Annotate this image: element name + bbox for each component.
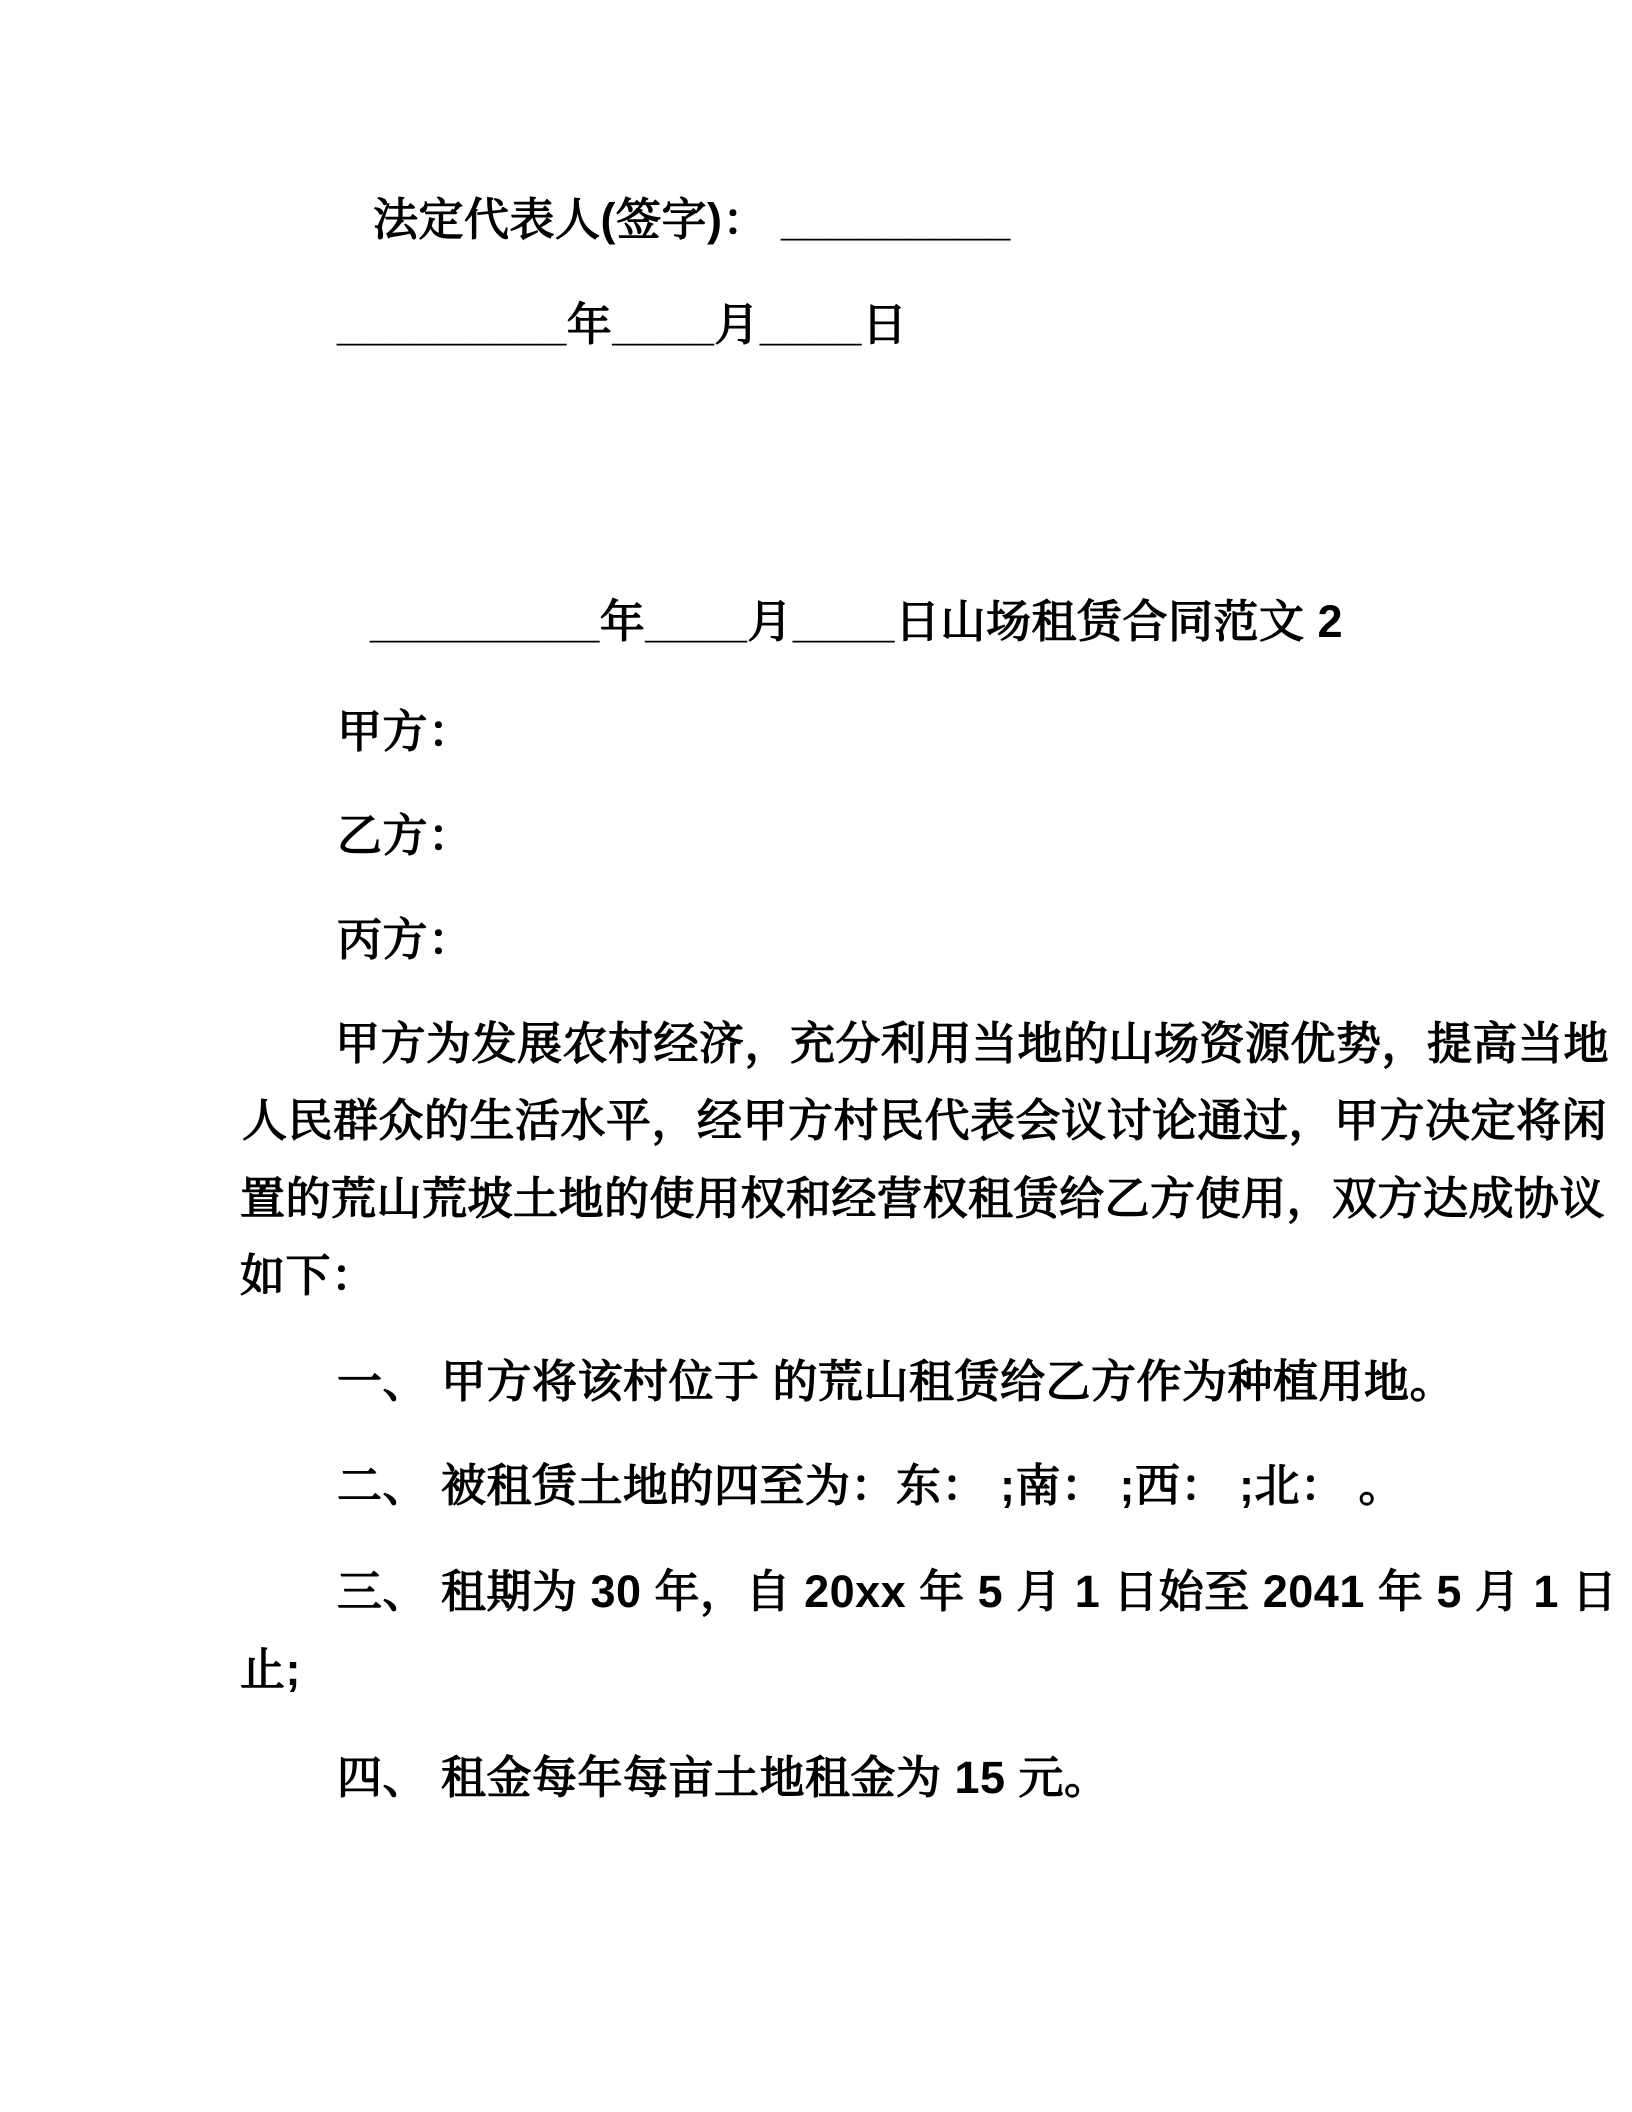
clause-3-line-1: 三、 租期为 30 年，自 20xx 年 5 月 1 日始至 2041 年 5 月 1 日 xyxy=(337,1566,1618,1617)
preamble-line-3: 置的荒山荒坡土地的使用权和经营权租赁给乙方使用，双方达成协议 xyxy=(240,1173,1606,1224)
legal-representative-signature-line: 法定代表人(签字)： _________ xyxy=(373,194,1011,245)
clause-1: 一、 甲方将该村位于 的荒山租赁给乙方作为种植用地。 xyxy=(337,1356,1456,1407)
preamble-line-2: 人民群众的生活水平，经甲方村民代表会议讨论通过，甲方决定将闲 xyxy=(242,1095,1608,1146)
party-c-label: 丙方： xyxy=(337,914,474,965)
clause-4: 四、 租金每年每亩土地租金为 15 元。 xyxy=(337,1752,1110,1803)
clause-3-line-2: 止; xyxy=(240,1644,301,1695)
preamble-line-4: 如下： xyxy=(240,1250,377,1301)
date-blank-line: _________年____月____日 xyxy=(337,299,908,350)
clause-2: 二、 被租赁土地的四至为：东： ;南： ;西： ;北： 。 xyxy=(337,1460,1404,1511)
preamble-line-1: 甲方为发展农村经济，充分利用当地的山场资源优势，提高当地 xyxy=(335,1018,1610,1069)
party-a-label: 甲方： xyxy=(337,706,474,757)
contract-title: _________年____月____日山场租赁合同范文 2 xyxy=(370,596,1343,647)
party-b-label: 乙方： xyxy=(337,810,474,861)
